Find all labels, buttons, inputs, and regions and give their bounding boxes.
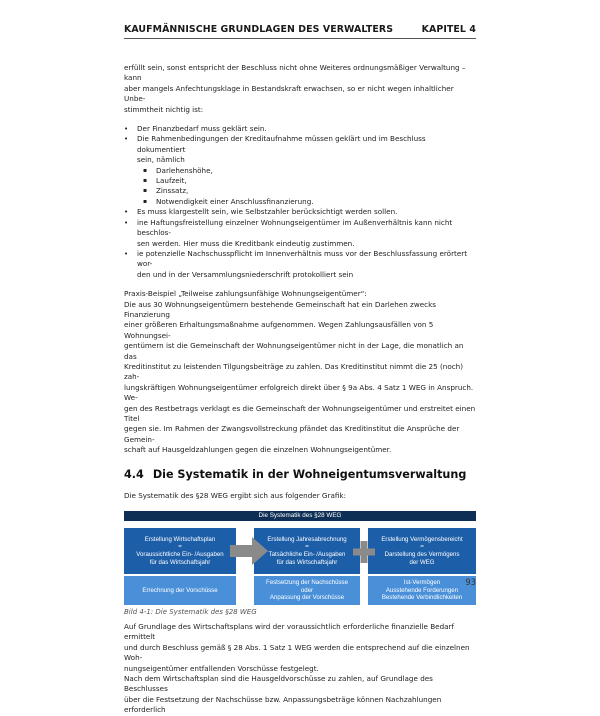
plus-icon bbox=[353, 541, 375, 563]
box-line: Erstellung Wirtschaftsplan bbox=[144, 535, 216, 543]
box-line: Erstellung Vermögensbereicht bbox=[381, 535, 463, 543]
text-line: gen des Restbetrags verklagt es die Gemeinschaft der Wohnungseigentümer und erstreitet einen Titel bbox=[124, 403, 476, 423]
sub-item-text: Zinssatz, bbox=[156, 186, 189, 196]
header-rule bbox=[124, 38, 476, 39]
box-line: Erstellung Jahresabrechnung bbox=[267, 535, 347, 543]
sub-list bbox=[143, 166, 476, 208]
section-heading bbox=[124, 468, 476, 482]
header-chapter-title: KAUFMÄNNISCHE GRUNDLAGEN DES VERWALTERS bbox=[124, 24, 394, 35]
text-line: Die aus 30 Wohnungseigentümern bestehende Gemeinschaft hat ein Darlehen zwecks Finanzierung bbox=[124, 299, 436, 319]
sub-item-text: Notwendigkeit einer Anschlussfinanzierung. bbox=[156, 196, 314, 206]
sub-list-item bbox=[143, 176, 476, 186]
text-line: erfüllt sein, sonst entspricht der Beschluss nicht ohne Weiteres ordnungsmäßiger Verwaltung – kann bbox=[124, 63, 466, 83]
text-line: Praxis-Beispiel „Teilweise zahlungsunfähige Wohnungseigentümer“: bbox=[124, 289, 367, 299]
arrow-shape bbox=[230, 537, 268, 565]
box-line: Voraussichtliche Ein- /Ausgaben bbox=[136, 551, 224, 559]
list-item-text: Der Finanzbedarf muss geklärt sein. bbox=[137, 124, 267, 134]
sub-item-text: Darlehenshöhe, bbox=[156, 165, 213, 175]
plus-horizontal bbox=[353, 549, 375, 556]
requirements-list bbox=[124, 124, 476, 280]
list-item bbox=[124, 207, 476, 217]
box-line: = bbox=[420, 543, 424, 551]
box-line: Ist-Vermögen bbox=[403, 579, 441, 587]
list-item-text: den und in der Versammlungsniederschrift protokolliert sein bbox=[137, 269, 354, 279]
list-item bbox=[124, 249, 476, 280]
arrow-right-icon bbox=[230, 537, 270, 565]
section-number: 4.4 bbox=[124, 467, 144, 481]
text-line: gentümern ist die Gemeinschaft der Wohnungseigentümer nicht in der Lage, die monatlich an das bbox=[124, 341, 464, 361]
figure-caption: Bild 4-1: Die Systematik des §28 WEG bbox=[124, 608, 257, 617]
box-vermoegensbericht bbox=[368, 528, 476, 574]
box-nachschuesse bbox=[254, 576, 360, 605]
text-line: einer größeren Erhaltungsmaßnahme aufgenommen. Wegen Zahlungsausfällen von 5 Wohnungsei- bbox=[124, 320, 434, 340]
text-line: über die Festsetzung der Nachschüsse bzw. Anpassungsbeträge können Nachzahlungen erforderlich bbox=[124, 694, 442, 715]
closing-paragraph bbox=[124, 622, 476, 716]
box-line: Darstellung des Vermögens bbox=[384, 551, 460, 559]
box-line: für das Wirtschaftsjahr bbox=[149, 558, 211, 566]
box-line: Errechnung der Vorschüsse bbox=[142, 586, 218, 594]
text-line: Auf Grundlage des Wirtschaftsplans wird der voraussichtlich erforderliche finanzielle Bedarf ermittelt bbox=[124, 622, 455, 642]
list-item-text: ine Haftungsfreistellung einzelner Wohnungseigentümer im Außenverhältnis kann nicht beschlos- bbox=[137, 217, 453, 238]
example-paragraph bbox=[124, 289, 476, 456]
box-wirtschaftsplan bbox=[124, 528, 236, 574]
text-line: Nach dem Wirtschaftsplan sind die Hausgeldvorschüsse zu zahlen, auf Grundlage des Beschlusses bbox=[124, 674, 433, 694]
text-line: schaft auf Hausgeldzahlungen gegen die einzelnen Wohnungseigentümer. bbox=[124, 445, 392, 455]
section-title: Die Systematik in der Wohneigentumsverwaltung bbox=[152, 467, 467, 481]
section-intro: Die Systematik des §28 WEG ergibt sich aus folgender Grafik: bbox=[124, 490, 346, 500]
sub-item-text: Laufzeit, bbox=[156, 176, 187, 186]
list-item bbox=[124, 218, 476, 249]
intro-paragraph bbox=[124, 63, 476, 115]
text-line: und durch Beschluss gemäß § 28 Abs. 1 Satz 1 WEG werden die entsprechend auf die einzelnen Woh- bbox=[124, 642, 470, 663]
box-line: Festsetzung der Nachschüsse bbox=[266, 579, 348, 587]
list-item-text: Die Rahmenbedingungen der Kreditaufnahme müssen geklärt und im Beschluss dokumentiert bbox=[137, 134, 426, 154]
text-line: stimmtheit nichtig ist: bbox=[124, 104, 204, 114]
sub-list-item bbox=[143, 186, 476, 196]
text-line: gegen sie. Im Rahmen der Zwangsvollstreckung pfändet das Kreditinstitut die Ansprüche der Gemein- bbox=[124, 424, 460, 444]
header-chapter-number: KAPITEL 4 bbox=[421, 24, 476, 35]
list-item bbox=[124, 124, 476, 134]
list-item-text: Es muss klargestellt sein, wie Selbstzahler berücksichtigt werden sollen. bbox=[137, 207, 398, 217]
text-line: nungseigentümer entfallenden Vorschüsse festgelegt. bbox=[124, 663, 319, 673]
page-body bbox=[124, 63, 476, 716]
box-line: = bbox=[305, 543, 309, 551]
box-line: Ausstehende Forderungen bbox=[385, 586, 459, 594]
weg-systematik-diagram bbox=[124, 511, 476, 607]
list-item-text: sein, nämlich bbox=[137, 155, 185, 165]
list-item bbox=[124, 134, 476, 207]
box-line: = bbox=[178, 543, 182, 551]
box-line: Tatsächliche Ein- /Ausgaben bbox=[268, 551, 346, 559]
box-vorschuesse bbox=[124, 576, 236, 605]
box-line: für das Wirtschaftsjahr bbox=[276, 558, 338, 566]
box-line: Anpassung der Vorschüsse bbox=[269, 594, 345, 602]
page-number: 93 bbox=[465, 577, 476, 587]
list-item-text: sen werden. Hier muss die Kreditbank eindeutig zustimmen. bbox=[137, 238, 355, 248]
running-header bbox=[124, 24, 476, 35]
sub-list-item bbox=[143, 166, 476, 176]
list-item-text: ie potenzielle Nachschusspflicht im Innenverhältnis muss vor der Beschlussfassung erörtert wor- bbox=[137, 248, 468, 269]
text-line: Kreditinstitut zu leistenden Tilgungsbeiträge zu zahlen. Das Kreditinstitut nimmt die 25 (noch) zah- bbox=[124, 361, 464, 382]
diagram-title: Die Systematik des §28 WEG bbox=[124, 511, 476, 521]
box-line: oder bbox=[300, 586, 314, 594]
box-line: Bestehende Verbindlichkeiten bbox=[381, 594, 463, 602]
text-line: lungskräftigen Wohnungseigentümer erfolgreich direkt über § 9a Abs. 4 Satz 1 WEG in Anspruch. We- bbox=[124, 382, 474, 403]
box-line: der WEG bbox=[409, 558, 435, 566]
sub-list-item bbox=[143, 197, 476, 207]
text-line: aber mangels Anfechtungsklage in Bestandskraft erwachsen, so er nicht wegen inhaltlicher Unbe- bbox=[124, 83, 454, 104]
